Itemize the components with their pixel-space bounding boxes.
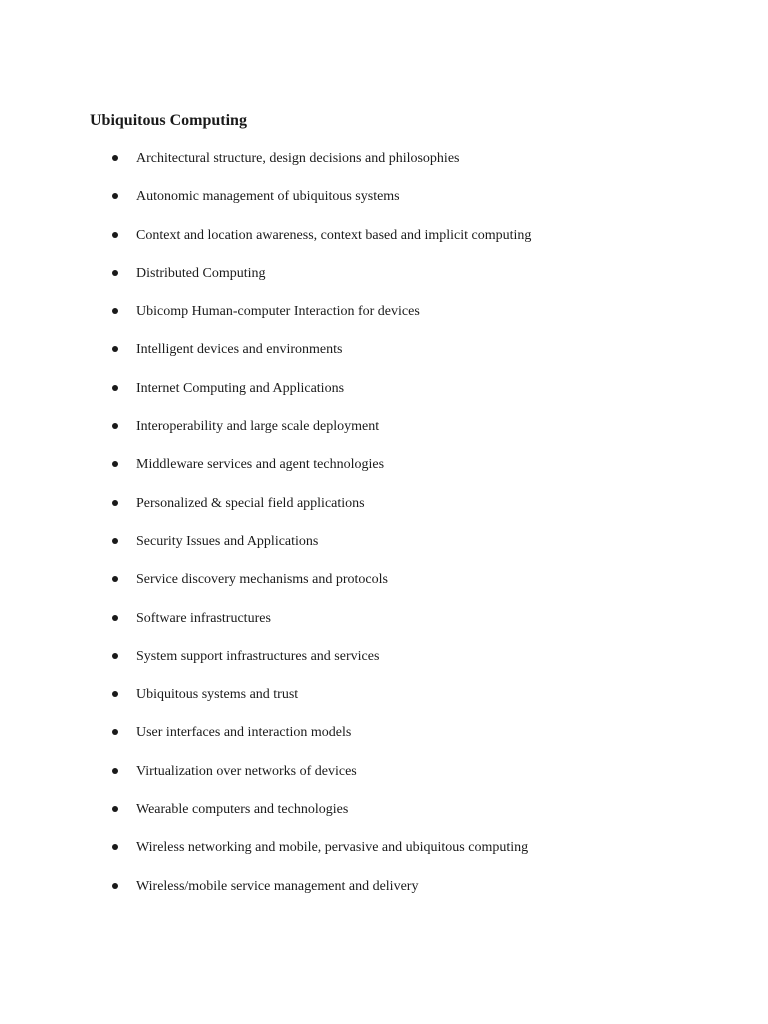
list-item-text: Internet Computing and Applications <box>136 380 345 396</box>
list-item-text: Wireless networking and mobile, pervasive and ubiquitous computing <box>136 840 529 856</box>
bullet-icon <box>112 691 118 697</box>
bullet-icon <box>112 500 118 506</box>
bullet-icon <box>112 461 118 467</box>
bullet-icon <box>112 423 118 429</box>
bullet-icon <box>112 729 118 735</box>
list-item-text: Service discovery mechanisms and protocols <box>136 572 388 588</box>
bullet-icon <box>112 270 118 276</box>
bullet-icon <box>112 232 118 238</box>
list-item-text: Distributed Computing <box>136 265 266 281</box>
list-item-text: Autonomic management of ubiquitous systems <box>136 189 400 205</box>
bullet-icon <box>112 576 118 582</box>
bullet-icon <box>112 385 118 391</box>
list-item-text: Interoperability and large scale deployment <box>136 419 380 435</box>
list-item-text: Wearable computers and technologies <box>136 802 349 818</box>
list-item-text: User interfaces and interaction models <box>136 725 352 741</box>
list-item-text: Context and location awareness, context based and implicit computing <box>136 227 532 243</box>
list-item-text: System support infrastructures and services <box>136 648 380 664</box>
list-item-text: Ubicomp Human-computer Interaction for devices <box>136 304 420 320</box>
list-item-text: Virtualization over networks of devices <box>136 763 357 779</box>
list-item-text: Personalized & special field applications <box>136 495 365 511</box>
list-item-text: Middleware services and agent technologies <box>136 457 385 473</box>
bullet-icon <box>112 615 118 621</box>
list-item-text: Wireless/mobile service management and delivery <box>136 878 419 894</box>
list-item-text: Intelligent devices and environments <box>136 342 343 358</box>
list-item-text: Architectural structure, design decisions and philosophies <box>136 151 460 166</box>
page-title: Ubiquitous Computing <box>90 112 247 129</box>
list-item-text: Ubiquitous systems and trust <box>136 687 299 703</box>
list-item-text: Security Issues and Applications <box>136 533 319 549</box>
bullet-icon <box>112 768 118 774</box>
bullet-icon <box>112 653 118 659</box>
bullet-icon <box>112 538 118 544</box>
bullet-icon <box>112 155 118 161</box>
bullet-icon <box>112 806 118 812</box>
bullet-icon <box>112 308 118 314</box>
bullet-icon <box>112 346 118 352</box>
bullet-icon <box>112 883 118 889</box>
bullet-icon <box>112 844 118 850</box>
bullet-icon <box>112 193 118 199</box>
list-item-text: Software infrastructures <box>136 610 271 626</box>
